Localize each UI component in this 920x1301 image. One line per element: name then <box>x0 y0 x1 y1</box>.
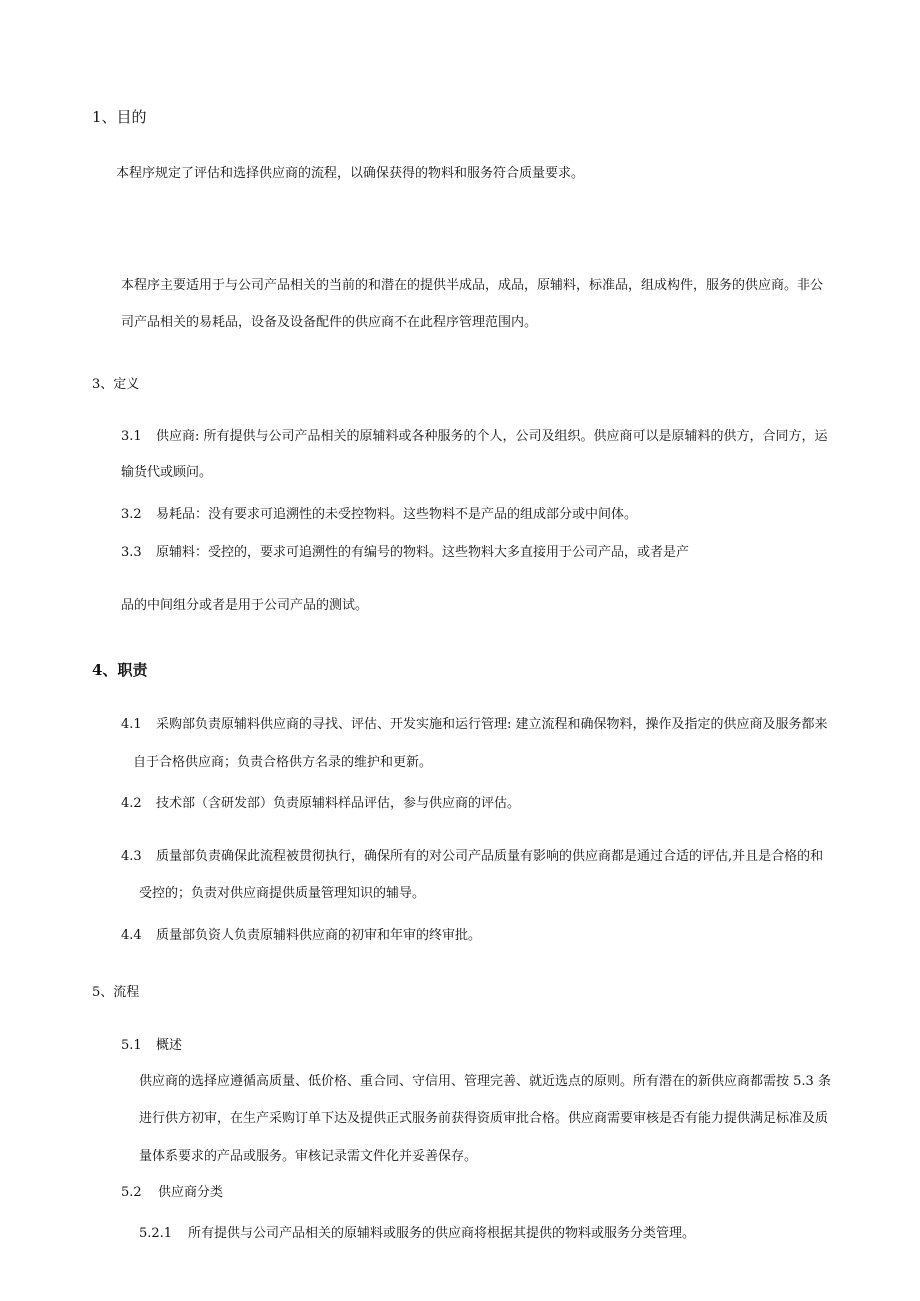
item-3-3-text: 原辅料：受控的，要求可追溯性的有编号的物料。这些物料大多直接用于公司产品，或者是产 <box>156 545 690 560</box>
item-4-1-number: 4.1 <box>121 717 142 732</box>
item-4-4-number: 4.4 <box>121 928 142 943</box>
item-4-4-text: 质量部负资人负责原辅料供应商的初审和年审的终审批。 <box>156 928 482 943</box>
item-4-3-continued: 受控的；负责对供应商提供质量管理知识的辅导。 <box>139 886 426 901</box>
section-1-paragraph: 本程序规定了评估和选择供应商的流程，以确保获得的物料和服务符合质量要求。 <box>116 166 585 181</box>
section-3-heading: 3、定义 <box>92 377 140 392</box>
item-3-2 <box>121 506 637 524</box>
section-4-heading <box>92 661 147 679</box>
item-3-1-number: 3.1 <box>121 429 142 444</box>
item-4-3-number: 4.3 <box>121 849 142 864</box>
item-4-3 <box>121 848 823 866</box>
item-3-1-text: 供应商: 所有提供与公司产品相关的原辅料或各种服务的个人，公司及组织。供应商可以是原辅料的供方，合同方，运 <box>156 429 828 444</box>
section-5-heading: 5、流程 <box>92 985 140 1000</box>
item-5-2-number: 5.2 <box>121 1185 142 1200</box>
item-3-2-number: 3.2 <box>121 507 142 522</box>
item-3-3-number: 3.3 <box>121 545 142 560</box>
item-3-2-text: 易耗品：没有要求可追溯性的未受控物料。这些物料不是产品的组成部分或中间体。 <box>156 507 638 522</box>
item-5-2-title <box>121 1184 223 1202</box>
section-2-line-2: 司产品相关的易耗品，设备及设备配件的供应商不在此程序管理范围内。 <box>121 315 538 330</box>
item-4-2-number: 4.2 <box>121 796 142 811</box>
item-3-1 <box>121 428 828 446</box>
section-1-heading <box>92 108 147 126</box>
item-3-1-continued: 输货代或顾问。 <box>121 465 213 480</box>
item-3-3 <box>121 544 689 562</box>
item-4-4 <box>121 927 481 945</box>
item-4-2 <box>121 795 520 813</box>
item-5-1-title <box>121 1037 182 1055</box>
item-5-1-number: 5.1 <box>121 1038 142 1053</box>
item-5-2-1 <box>139 1225 695 1243</box>
item-5-1-line-3: 量体系要求的产品或服务。审核记录需文件化并妥善保存。 <box>139 1149 478 1164</box>
section-1-number: 1、 <box>92 108 117 126</box>
item-4-1-text: 采购部负责原辅料供应商的寻找、评估、开发实施和运行管理: 建立流程和确保物料，操作及指定的供应商及服务都来 <box>156 717 828 732</box>
section-4-title: 职责 <box>117 661 148 679</box>
item-5-1-label: 概述 <box>156 1038 183 1053</box>
item-5-2-1-text: 所有提供与公司产品相关的原辅料或服务的供应商将根据其提供的物料或服务分类管理。 <box>188 1226 696 1241</box>
item-4-1 <box>121 716 828 734</box>
item-5-1-line-2: 进行供方初审，在生产采购订单下达及提供正式服务前获得资质审批合格。供应商需要审核是否有能力提供满足标准及质 <box>139 1111 829 1126</box>
item-3-3-continued: 品的中间组分或者是用于公司产品的测试。 <box>121 598 369 613</box>
item-5-1-line-1: 供应商的选择应遵循高质量、低价格、重合同、守信用、管理完善、就近选点的原则。所有潜在的新供应商都需按 5.3 条 <box>139 1074 831 1089</box>
item-5-2-label: 供应商分类 <box>158 1185 224 1200</box>
item-4-2-text: 技术部（含研发部）负责原辅料样品评估，参与供应商的评估。 <box>156 796 521 811</box>
section-1-title: 目的 <box>116 108 147 126</box>
item-4-1-continued: 自于合格供应商；负责合格供方名录的维护和更新。 <box>133 755 433 770</box>
section-4-number: 4、 <box>92 661 118 679</box>
section-2-line-1: 本程序主要适用于与公司产品相关的当前的和潜在的提供半成品，成品，原辅料，标准品，组成构件，服务的供应商。非公 <box>121 278 824 293</box>
item-5-2-1-number: 5.2.1 <box>139 1226 173 1241</box>
item-4-3-text: 质量部负责确保此流程被贯彻执行，确保所有的对公司产品质量有影响的供应商都是通过合适的评估,并且是合格的和 <box>156 849 824 864</box>
